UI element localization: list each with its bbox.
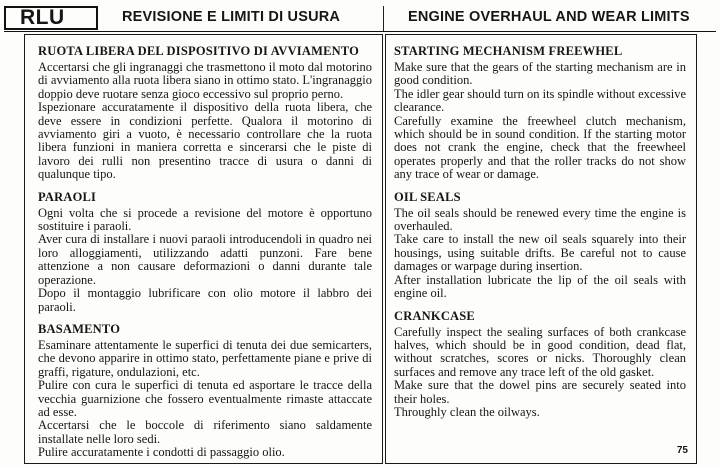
page-header: [4, 6, 716, 32]
section-paraoli: [38, 190, 372, 314]
section-title: STARTING MECHANISM FREEWHEL: [394, 44, 623, 58]
section-code-box: RLU: [4, 6, 98, 30]
section-title: CRANKCASE: [394, 308, 475, 323]
header-rule: [4, 31, 716, 32]
section-body: Esaminare attentamente le superfici di tenuta dei due semicarters, che devono apparire in ottimo stato, perfettamente piane e prive di graffi, rigature, ondulazioni, etc. Pulire con cura le superfici di tenuta ed asportare le tracce della vecchia guarnizione che fossero eventualmente rimaste attaccate ad esse. Accertarsi che le boccole di riferimento siano saldamente installate nelle loro sedi. Pulire accuratamente i condotti di passaggio olio.: [38, 337, 372, 460]
section-title: BASAMENTO: [38, 321, 121, 336]
section-body: Accertarsi che gli ingranaggi che trasmettono il moto dal motorino di avviamento alla ruota libera siano in ottimo stato. L'ingranaggio doppio deve ruotare senza gioco eccessivo sul proprio perno. Ispezionare accuratamente il dispositivo della ruota libera, che deve essere in condizioni perfette. Qualora il motorino di avviamento giri a vuoto, è necessario controllare che la ruota libera funzioni in maniera corretta e sincerarsi che le piste di lavoro dei rulli non presentino tracce di usura o danni di qualunque tipo.: [38, 60, 372, 182]
header-divider: [383, 6, 384, 32]
section-title: OIL SEALS: [394, 189, 461, 204]
section-ruota-libera: [38, 44, 372, 182]
section-starting-mechanism: [394, 44, 686, 182]
section-title: PARAOLI: [38, 189, 97, 204]
section-basamento: [38, 322, 372, 460]
section-crankcase: [394, 309, 686, 420]
english-column: [385, 34, 697, 464]
section-oil-seals: [394, 190, 686, 301]
header-title-english: ENGINE OVERHAUL AND WEAR LIMITS: [408, 9, 690, 25]
section-body: Make sure that the gears of the starting mechanism are in good condition. The idler gear should turn on its spindle without excessive clearance. Carefully examine the freewheel clutch mechanism, which should be in sound condition. If the starting motor does not crank the engine, check that the freewheel operates properly and that the roller tracks do not show any trace of wear or damage.: [394, 60, 686, 182]
section-body: Ogni volta che si procede a revisione del motore è opportuno sostituire i paraoli. Aver cura di installare i nuovi paraoli introducendoli in quadro nei loro alloggiamenti, utilizzando adatti punzoni. Fare bene attenzione a non causare deformazioni o danni durante tale operazione. Dopo il montaggio lubrificare con olio motore il labbro dei paraoli.: [38, 205, 372, 314]
italian-column: [24, 34, 383, 464]
section-body: The oil seals should be renewed every time the engine is overhauled. Take care to install the new oil seals squarely into their housings, using suitable drifts. Be careful not to cause damages or warpage during insertion. After installation lubricate the lip of the oil seals with engine oil.: [394, 205, 686, 301]
section-title: RUOTA LIBERA DEL DISPOSITIVO DI AVVIAMENTO: [38, 44, 360, 58]
page-number: 75: [676, 445, 688, 456]
header-title-italian: REVISIONE E LIMITI DI USURA: [122, 9, 341, 25]
section-body: Carefully inspect the sealing surfaces of both crankcase halves, which should be in good condition, dead flat, without scratches, scores or nicks. Thoroughly clean surfaces and remove any trace left of the old gasket. Make sure that the dowel pins are securely seated into their holes. Throughly clean the oilways.: [394, 324, 686, 419]
